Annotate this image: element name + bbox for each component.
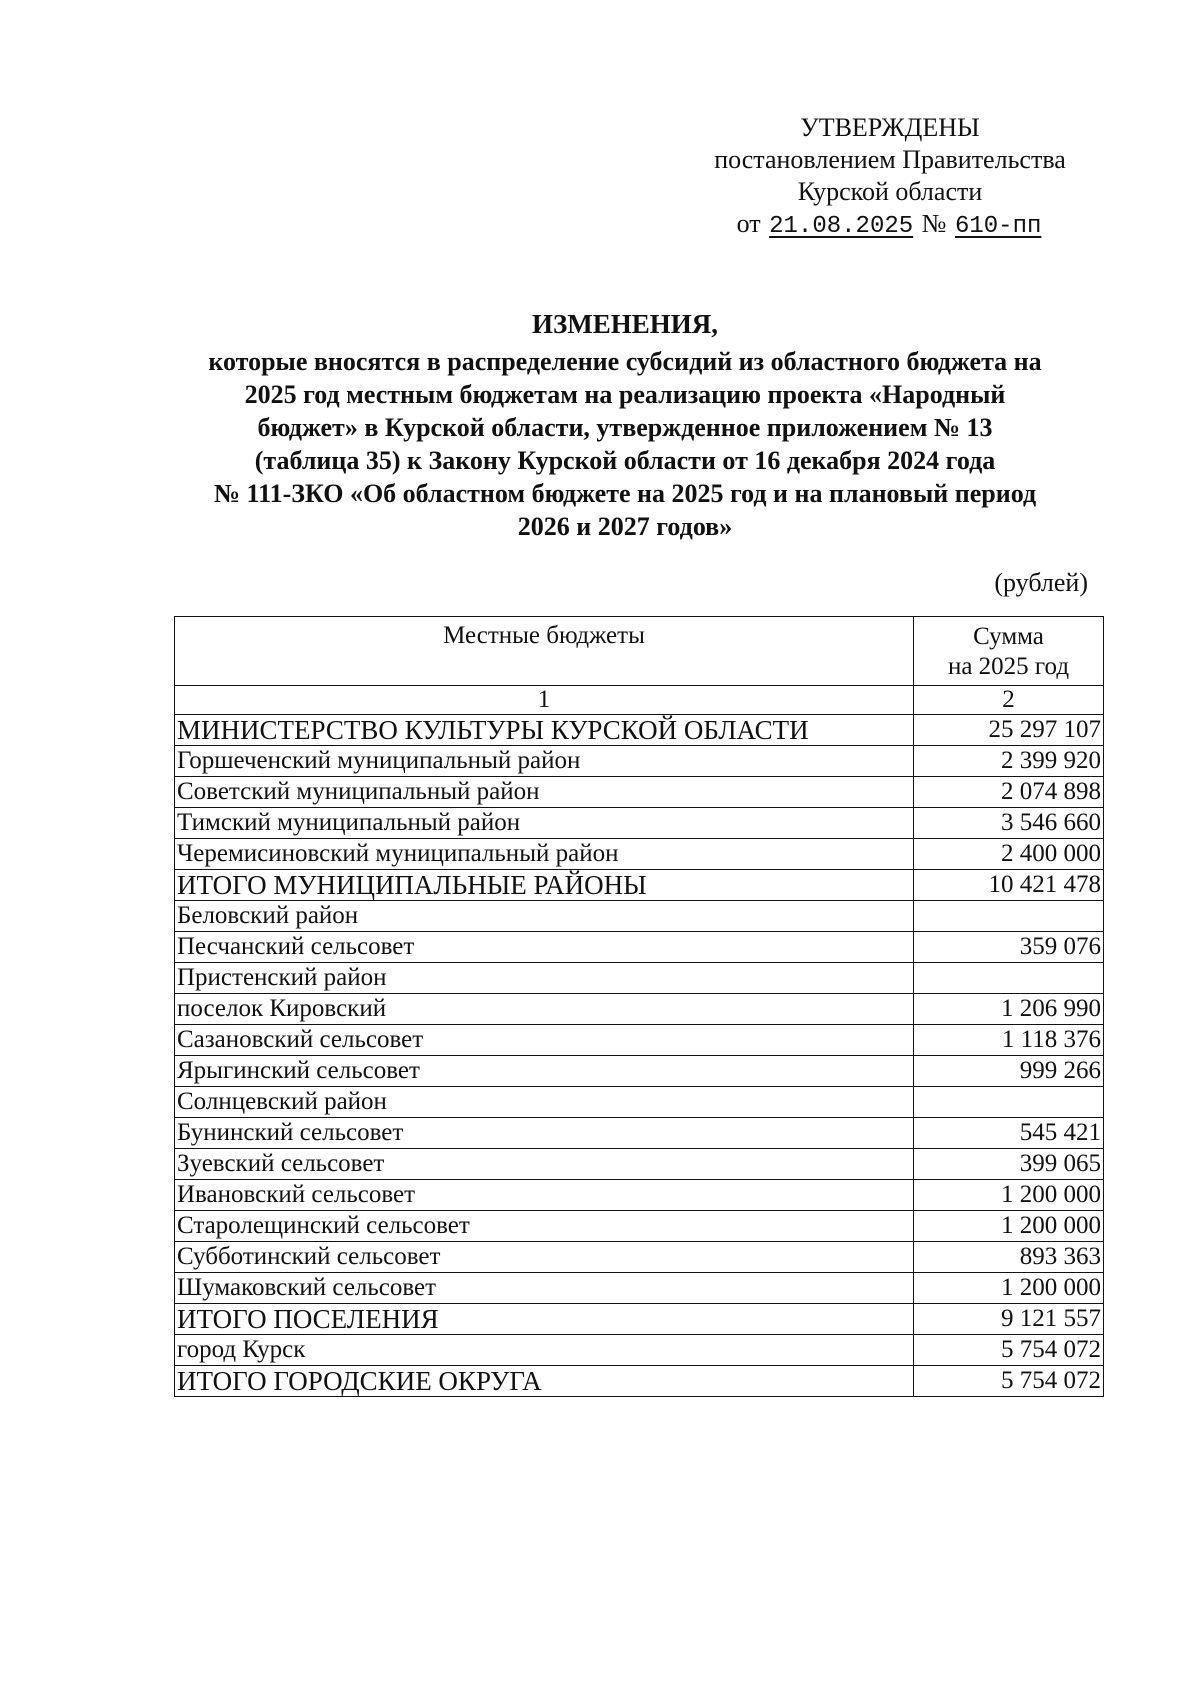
- table-row: [175, 1273, 1104, 1304]
- column-header-sum: [914, 617, 1104, 686]
- column-header-budgets: Местные бюджеты: [175, 617, 914, 686]
- approval-line-3: Курской области: [797, 177, 983, 206]
- budget-name: Беловский район: [175, 901, 914, 932]
- table-row: [175, 870, 1104, 901]
- table-row: [175, 1149, 1104, 1180]
- budget-name: Старолещинский сельсовет: [175, 1211, 914, 1242]
- approval-date: 21.08.2025: [769, 213, 914, 240]
- table-row: [175, 1211, 1104, 1242]
- budget-amount: [914, 901, 1104, 932]
- budget-name: Солнцевский район: [175, 1087, 914, 1118]
- approval-number: 610-пп: [954, 213, 1042, 240]
- budget-amount: 1 118 376: [914, 1025, 1104, 1056]
- table-row: [175, 808, 1104, 839]
- title-line: № 111-ЗКО «Об областном бюджете на 2025 год и на плановый период: [213, 479, 1037, 508]
- budget-name: Ивановский сельсовет: [175, 1180, 914, 1211]
- budget-name: Ярыгинский сельсовет: [175, 1056, 914, 1087]
- budget-name: Пристенский район: [175, 963, 914, 994]
- budget-amount: [914, 963, 1104, 994]
- approval-line-2: постановлением Правительства: [714, 145, 1066, 174]
- table-row: [175, 1304, 1104, 1335]
- budget-name: Тимский муниципальный район: [175, 808, 914, 839]
- budget-amount: 1 206 990: [914, 994, 1104, 1025]
- budget-amount: 545 421: [914, 1118, 1104, 1149]
- budget-name: ИТОГО ПОСЕЛЕНИЯ: [175, 1304, 914, 1335]
- budget-name: Шумаковский сельсовет: [175, 1273, 914, 1304]
- budget-amount: 3 546 660: [914, 808, 1104, 839]
- budget-name: Горшеченский муниципальный район: [175, 746, 914, 777]
- title-line: которые вносятся в распределение субсидий из областного бюджета на: [208, 347, 1042, 376]
- budget-name: Советский муниципальный район: [175, 777, 914, 808]
- table-row: [175, 1056, 1104, 1087]
- column-number-row: [175, 686, 1104, 715]
- budget-name: МИНИСТЕРСТВО КУЛЬТУРЫ КУРСКОЙ ОБЛАСТИ: [175, 715, 914, 746]
- from-label: от: [736, 209, 761, 238]
- budget-name: Бунинский сельсовет: [175, 1118, 914, 1149]
- approval-date-line: [690, 208, 1090, 243]
- table-row: [175, 1025, 1104, 1056]
- budget-name: ИТОГО МУНИЦИПАЛЬНЫЕ РАЙОНЫ: [175, 870, 914, 901]
- budget-name: Черемисиновский муниципальный район: [175, 839, 914, 870]
- table-row: [175, 1242, 1104, 1273]
- budget-name: Песчанский сельсовет: [175, 932, 914, 963]
- table-row: [175, 839, 1104, 870]
- table-row: [175, 715, 1104, 746]
- document-title: [160, 308, 1090, 543]
- approval-block: [690, 112, 1090, 243]
- budget-name: Зуевский сельсовет: [175, 1149, 914, 1180]
- title-line: 2025 год местным бюджетам на реализацию проекта «Народный: [244, 380, 1006, 409]
- budget-amount: 1 200 000: [914, 1211, 1104, 1242]
- budget-amount: 10 421 478: [914, 870, 1104, 901]
- title-line: (таблица 35) к Закону Курской области от 16 декабря 2024 года: [254, 446, 996, 475]
- budget-amount: 5 754 072: [914, 1366, 1104, 1397]
- budget-amount: 359 076: [914, 932, 1104, 963]
- table-row: [175, 1118, 1104, 1149]
- title-main: ИЗМЕНЕНИЯ,: [531, 309, 718, 339]
- budget-amount: 2 400 000: [914, 839, 1104, 870]
- table-row: [175, 1335, 1104, 1366]
- budget-amount: 999 266: [914, 1056, 1104, 1087]
- budget-name: Субботинский сельсовет: [175, 1242, 914, 1273]
- table-row: [175, 994, 1104, 1025]
- budget-table: [174, 616, 1104, 1397]
- approval-title: УТВЕРЖДЕНЫ: [800, 113, 980, 142]
- table-row: [175, 1087, 1104, 1118]
- budget-amount: 25 297 107: [914, 715, 1104, 746]
- budget-name: поселок Кировский: [175, 994, 914, 1025]
- column-header-sum-line1: Сумма: [973, 623, 1044, 650]
- budget-amount: 399 065: [914, 1149, 1104, 1180]
- title-line: бюджет» в Курской области, утвержденное приложением № 13: [257, 413, 993, 442]
- table-row: [175, 932, 1104, 963]
- column-number-1: 1: [175, 686, 914, 715]
- budget-amount: 5 754 072: [914, 1335, 1104, 1366]
- table-row: [175, 1366, 1104, 1397]
- unit-label: (рублей): [994, 568, 1088, 597]
- table-row: [175, 1180, 1104, 1211]
- table-row: [175, 777, 1104, 808]
- column-header-sum-line2: на 2025 год: [947, 653, 1070, 680]
- budget-name: город Курск: [175, 1335, 914, 1366]
- budget-amount: 2 399 920: [914, 746, 1104, 777]
- table-header-row: [175, 617, 1104, 686]
- table-row: [175, 963, 1104, 994]
- number-label: №: [921, 209, 947, 238]
- title-line: 2026 и 2027 годов»: [517, 512, 733, 541]
- table-body: [175, 715, 1104, 1397]
- budget-amount: 893 363: [914, 1242, 1104, 1273]
- budget-amount: [914, 1087, 1104, 1118]
- budget-name: ИТОГО ГОРОДСКИЕ ОКРУГА: [175, 1366, 914, 1397]
- budget-name: Сазановский сельсовет: [175, 1025, 914, 1056]
- table-row: [175, 901, 1104, 932]
- budget-amount: 1 200 000: [914, 1273, 1104, 1304]
- table-row: [175, 746, 1104, 777]
- budget-amount: 2 074 898: [914, 777, 1104, 808]
- budget-amount: 9 121 557: [914, 1304, 1104, 1335]
- budget-amount: 1 200 000: [914, 1180, 1104, 1211]
- column-number-2: 2: [914, 686, 1104, 715]
